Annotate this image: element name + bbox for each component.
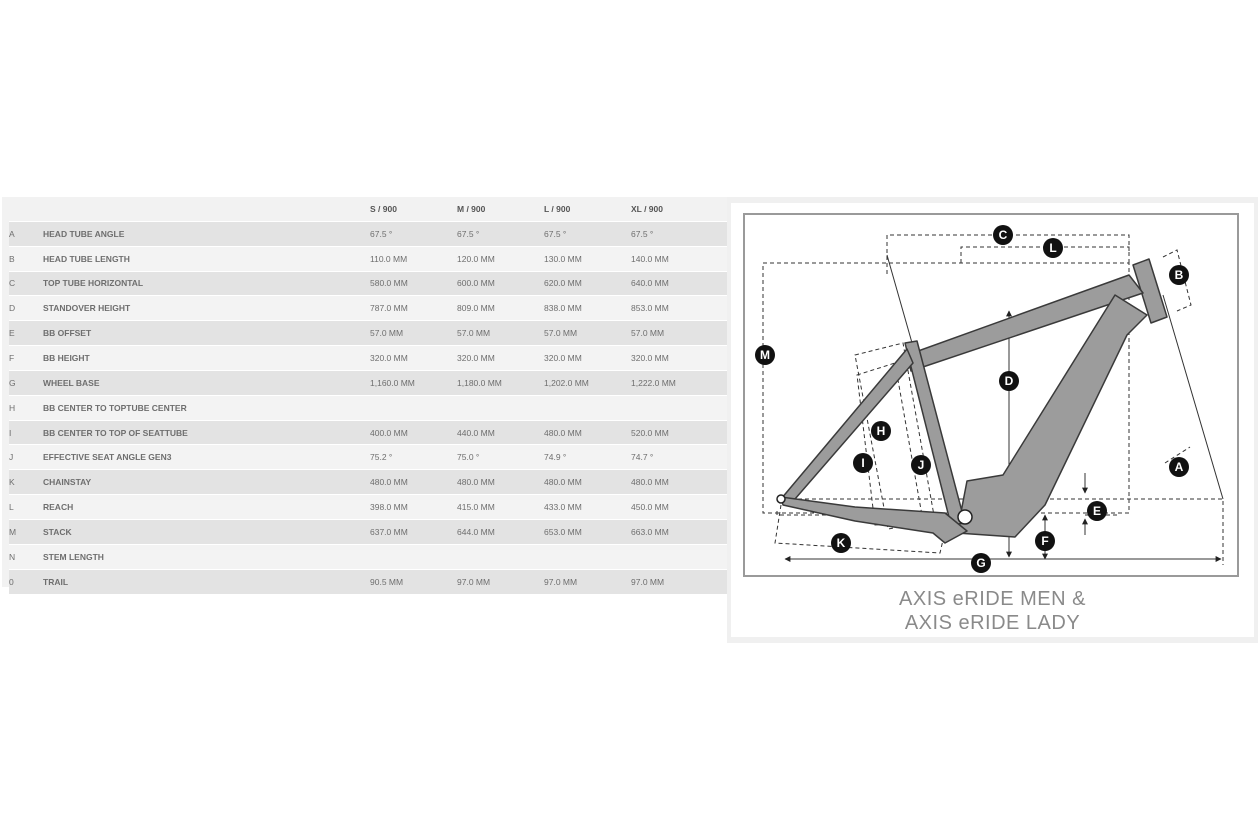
- row-label: HEAD TUBE ANGLE: [43, 221, 370, 246]
- cell-xl: 67.5 °: [631, 221, 727, 246]
- cell-xl: 74.7 °: [631, 445, 727, 470]
- cell-l: 653.0 MM: [544, 519, 631, 544]
- seat-stay-shape: [781, 349, 913, 499]
- svg-text:J: J: [917, 458, 925, 472]
- cell-l: 320.0 MM: [544, 346, 631, 371]
- cell-m: [457, 395, 544, 420]
- cell-l: 1,202.0 MM: [544, 370, 631, 395]
- geometry-table: [9, 197, 727, 595]
- cell-s: 57.0 MM: [370, 321, 457, 346]
- table-row: [9, 296, 727, 321]
- marker-a: [1169, 457, 1189, 477]
- cell-l: 67.5 °: [544, 221, 631, 246]
- cell-xl: [631, 395, 727, 420]
- diagram-caption-line-2: AXIS eRIDE LADY: [904, 612, 1081, 634]
- cell-m: 480.0 MM: [457, 470, 544, 495]
- row-code: D: [9, 296, 43, 321]
- table-row: [9, 395, 727, 420]
- svg-text:A: A: [1174, 460, 1184, 474]
- cell-m: 415.0 MM: [457, 495, 544, 520]
- svg-text:H: H: [876, 424, 886, 438]
- row-code: I: [9, 420, 43, 445]
- cell-xl: 480.0 MM: [631, 470, 727, 495]
- cell-l: 57.0 MM: [544, 321, 631, 346]
- cell-l: 433.0 MM: [544, 495, 631, 520]
- row-label: STACK: [43, 519, 370, 544]
- cell-xl: 450.0 MM: [631, 495, 727, 520]
- diagram-frame: [743, 213, 1239, 577]
- table-row: [9, 370, 727, 395]
- row-code: K: [9, 470, 43, 495]
- cell-s: 580.0 MM: [370, 271, 457, 296]
- cell-m: 440.0 MM: [457, 420, 544, 445]
- cell-s: 787.0 MM: [370, 296, 457, 321]
- marker-k: [831, 533, 851, 553]
- cell-m: 57.0 MM: [457, 321, 544, 346]
- cell-s: 480.0 MM: [370, 470, 457, 495]
- table-row: [9, 420, 727, 445]
- cell-l: 480.0 MM: [544, 470, 631, 495]
- table-row: [9, 246, 727, 271]
- table-header-row: [9, 197, 727, 221]
- seat-tube-shape: [905, 341, 965, 525]
- table-row: [9, 544, 727, 569]
- marker-h: [871, 421, 891, 441]
- cell-xl: 140.0 MM: [631, 246, 727, 271]
- rear-axle: [777, 495, 785, 503]
- row-label: BB CENTER TO TOPTUBE CENTER: [43, 395, 370, 420]
- row-code: A: [9, 221, 43, 246]
- cell-m: 75.0 °: [457, 445, 544, 470]
- row-code: H: [9, 395, 43, 420]
- table-row: [9, 445, 727, 470]
- row-label: STEM LENGTH: [43, 544, 370, 569]
- cell-l: [544, 395, 631, 420]
- chain-stay-shape: [781, 497, 967, 543]
- cell-s: 90.5 MM: [370, 569, 457, 594]
- cell-xl: 853.0 MM: [631, 296, 727, 321]
- marker-i: [853, 453, 873, 473]
- geometry-table-panel: [2, 197, 727, 587]
- svg-text:B: B: [1174, 268, 1184, 282]
- cell-m: 67.5 °: [457, 221, 544, 246]
- cell-s: 320.0 MM: [370, 346, 457, 371]
- svg-text:G: G: [976, 556, 986, 570]
- cell-l: 97.0 MM: [544, 569, 631, 594]
- row-code: N: [9, 544, 43, 569]
- cell-xl: 1,222.0 MM: [631, 370, 727, 395]
- cell-s: 1,160.0 MM: [370, 370, 457, 395]
- cell-l: 620.0 MM: [544, 271, 631, 296]
- row-label: WHEEL BASE: [43, 370, 370, 395]
- cell-m: [457, 544, 544, 569]
- svg-text:M: M: [760, 348, 770, 362]
- table-row: [9, 470, 727, 495]
- header-size-xl: XL / 900: [631, 197, 727, 221]
- cell-l: 130.0 MM: [544, 246, 631, 271]
- table-row: [9, 221, 727, 246]
- cell-l: 838.0 MM: [544, 296, 631, 321]
- table-row: [9, 346, 727, 371]
- row-label: BB CENTER TO TOP OF SEATTUBE: [43, 420, 370, 445]
- cell-m: 1,180.0 MM: [457, 370, 544, 395]
- row-code: E: [9, 321, 43, 346]
- geometry-diagram-panel: [727, 197, 1258, 643]
- row-label: STANDOVER HEIGHT: [43, 296, 370, 321]
- cell-s: 637.0 MM: [370, 519, 457, 544]
- cell-m: 97.0 MM: [457, 569, 544, 594]
- cell-m: 809.0 MM: [457, 296, 544, 321]
- cell-s: 400.0 MM: [370, 420, 457, 445]
- header-size-m: M / 900: [457, 197, 544, 221]
- cell-xl: 97.0 MM: [631, 569, 727, 594]
- header-label: [43, 197, 370, 221]
- header-size-s: S / 900: [370, 197, 457, 221]
- header-code: [9, 197, 43, 221]
- table-row: [9, 569, 727, 594]
- cell-xl: 640.0 MM: [631, 271, 727, 296]
- marker-g: [971, 553, 991, 573]
- cell-xl: 663.0 MM: [631, 519, 727, 544]
- cell-s: 67.5 °: [370, 221, 457, 246]
- marker-c: [993, 225, 1013, 245]
- cell-s: [370, 395, 457, 420]
- row-label: HEAD TUBE LENGTH: [43, 246, 370, 271]
- cell-m: 120.0 MM: [457, 246, 544, 271]
- cell-l: 480.0 MM: [544, 420, 631, 445]
- cell-s: 110.0 MM: [370, 246, 457, 271]
- marker-b: [1169, 265, 1189, 285]
- cell-s: 75.2 °: [370, 445, 457, 470]
- geometry-diagram-card: [731, 203, 1254, 637]
- marker-l: [1043, 238, 1063, 258]
- row-label: CHAINSTAY: [43, 470, 370, 495]
- svg-text:C: C: [998, 228, 1008, 242]
- svg-text:I: I: [861, 456, 865, 470]
- cell-l: [544, 544, 631, 569]
- row-code: 0: [9, 569, 43, 594]
- row-label: TRAIL: [43, 569, 370, 594]
- svg-text:K: K: [836, 536, 846, 550]
- row-label: TOP TUBE HORIZONTAL: [43, 271, 370, 296]
- row-label: REACH: [43, 495, 370, 520]
- cell-m: 644.0 MM: [457, 519, 544, 544]
- row-label: BB HEIGHT: [43, 346, 370, 371]
- row-label: BB OFFSET: [43, 321, 370, 346]
- cell-s: [370, 544, 457, 569]
- row-code: C: [9, 271, 43, 296]
- table-row: [9, 321, 727, 346]
- row-code: B: [9, 246, 43, 271]
- cell-xl: 320.0 MM: [631, 346, 727, 371]
- diagram-caption-line-1: AXIS eRIDE MEN &: [899, 588, 1086, 610]
- cell-xl: 57.0 MM: [631, 321, 727, 346]
- row-code: F: [9, 346, 43, 371]
- cell-xl: 520.0 MM: [631, 420, 727, 445]
- marker-m: [755, 345, 775, 365]
- cell-l: 74.9 °: [544, 445, 631, 470]
- table-row: [9, 519, 727, 544]
- cell-m: 320.0 MM: [457, 346, 544, 371]
- row-code: M: [9, 519, 43, 544]
- row-label: EFFECTIVE SEAT ANGLE GEN3: [43, 445, 370, 470]
- svg-text:D: D: [1004, 374, 1014, 388]
- cell-xl: [631, 544, 727, 569]
- marker-f: [1035, 531, 1055, 551]
- svg-text:F: F: [1041, 534, 1049, 548]
- cell-s: 398.0 MM: [370, 495, 457, 520]
- svg-text:L: L: [1049, 241, 1057, 255]
- bike-frame-drawing: [745, 215, 1237, 575]
- bike-frame: [781, 259, 1167, 543]
- header-size-l: L / 900: [544, 197, 631, 221]
- marker-j: [911, 455, 931, 475]
- row-code: J: [9, 445, 43, 470]
- marker-d: [999, 371, 1019, 391]
- table-row: [9, 495, 727, 520]
- row-code: G: [9, 370, 43, 395]
- row-code: L: [9, 495, 43, 520]
- marker-e: [1087, 501, 1107, 521]
- table-row: [9, 271, 727, 296]
- svg-text:E: E: [1092, 504, 1102, 518]
- bottom-bracket: [958, 510, 972, 524]
- cell-m: 600.0 MM: [457, 271, 544, 296]
